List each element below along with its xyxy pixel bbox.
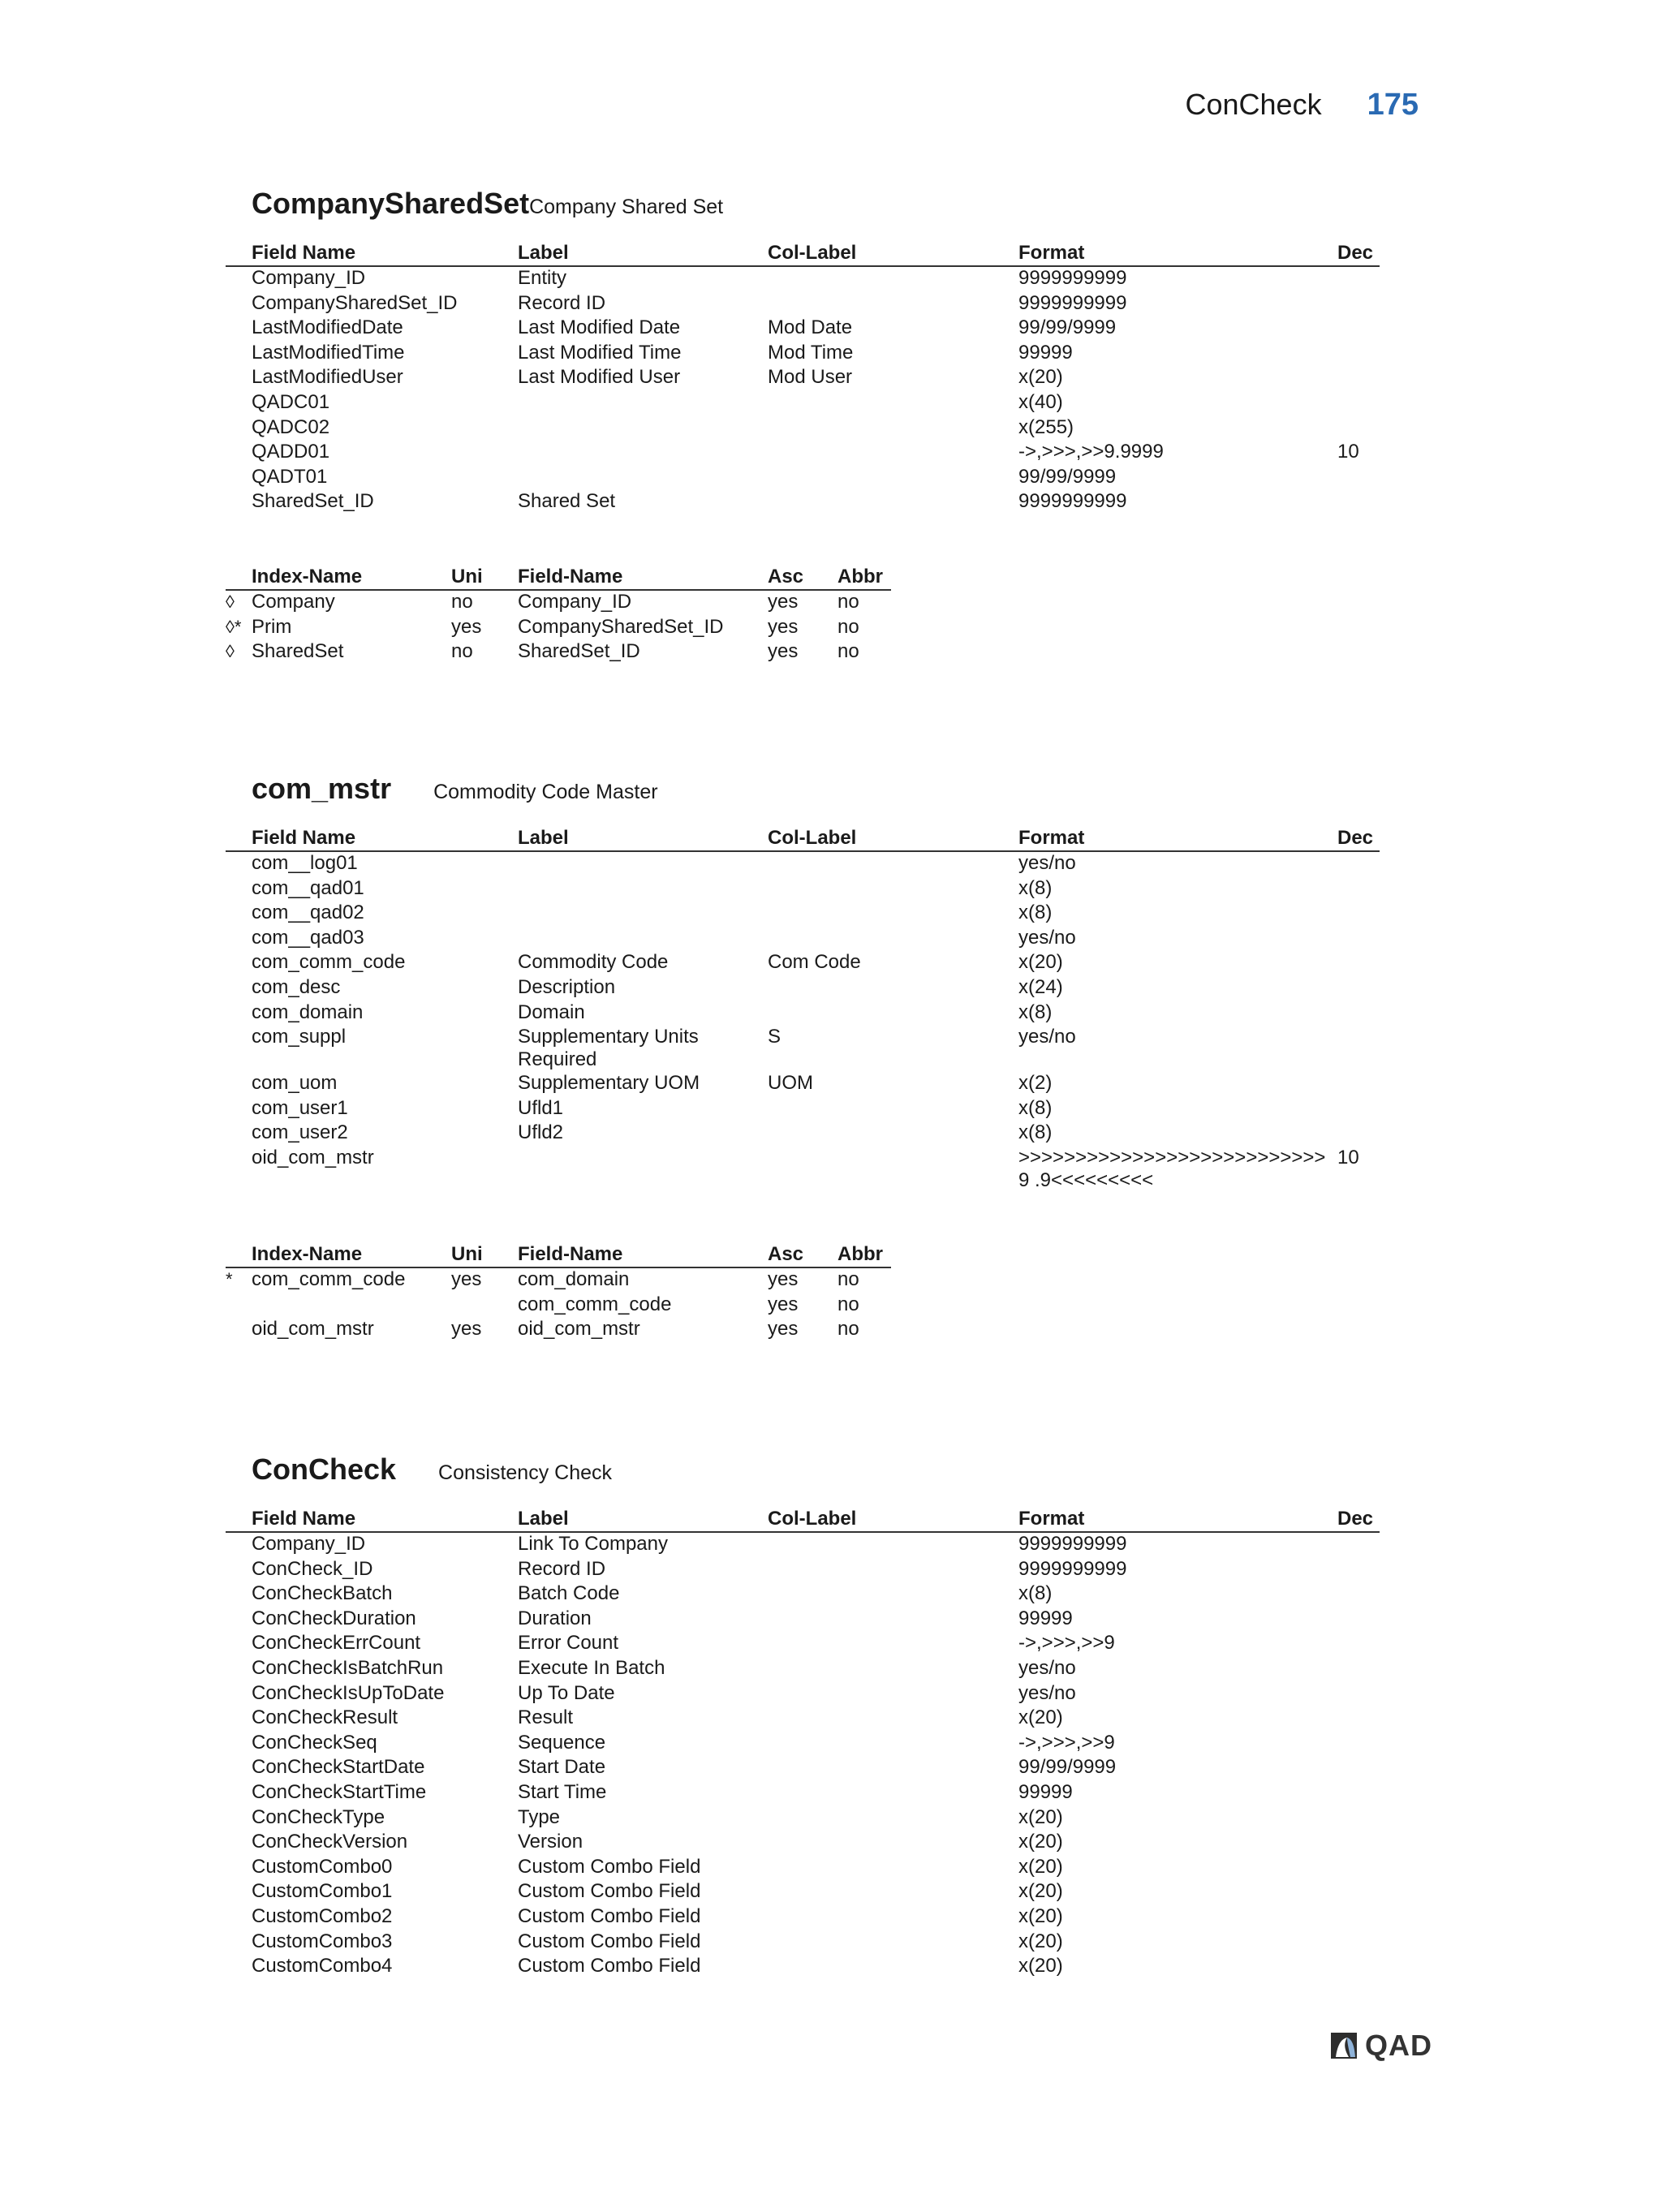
field-label: Custom Combo Field — [518, 1904, 701, 1927]
field-label: Up To Date — [518, 1681, 615, 1704]
index-table-header — [226, 1243, 891, 1268]
table-name: CompanySharedSet — [252, 187, 530, 220]
field-row — [226, 927, 1380, 952]
index-field-name: Company_ID — [518, 590, 632, 613]
index-field-name: SharedSet_ID — [518, 640, 640, 663]
index-row — [226, 1268, 891, 1293]
field-name: com_desc — [252, 975, 341, 998]
field-format: 9999999999 — [1018, 1557, 1127, 1580]
field-row — [226, 292, 1380, 317]
index-row — [226, 591, 891, 616]
field-name: ConCheckIsBatchRun — [252, 1656, 444, 1679]
field-label: Custom Combo Field — [518, 1930, 701, 1952]
field-col-label: UOM — [768, 1072, 813, 1095]
index-name: SharedSet — [252, 640, 344, 663]
field-label: Duration — [518, 1607, 592, 1629]
field-format: 9999999999 — [1018, 267, 1127, 289]
table-name: com_mstr — [252, 772, 392, 805]
field-label: Version — [518, 1831, 583, 1853]
field-row — [226, 416, 1380, 441]
index-unique: yes — [451, 1318, 482, 1341]
field-col-label: Mod Time — [768, 341, 854, 364]
field-name: ConCheckErrCount — [252, 1632, 421, 1655]
table-section-concheck — [226, 1452, 1380, 1980]
header-dec: Dec — [1337, 242, 1374, 264]
field-row — [226, 1706, 1380, 1732]
field-row — [226, 1001, 1380, 1026]
header-col-label: Col-Label — [768, 827, 857, 849]
field-format: x(20) — [1018, 1805, 1063, 1828]
field-row — [226, 1121, 1380, 1147]
field-label: Record ID — [518, 291, 606, 314]
field-label: Supplementary UOM — [518, 1072, 700, 1095]
field-label: Description — [518, 975, 616, 998]
field-table — [226, 242, 1380, 515]
field-label: Ufld1 — [518, 1096, 564, 1119]
field-name: CustomCombo0 — [252, 1855, 393, 1878]
field-format: x(20) — [1018, 1706, 1063, 1729]
field-table-header — [226, 1508, 1380, 1533]
index-marker: ◊* — [226, 616, 242, 637]
field-format: 99999 — [1018, 1607, 1073, 1629]
index-unique: yes — [451, 615, 482, 638]
field-format: >>>>>>>>>>>>>>>>>>>>>>>>>>>9 .9<<<<<<<<< — [1018, 1146, 1326, 1191]
index-marker: ◊ — [226, 591, 235, 612]
field-format: x(8) — [1018, 902, 1053, 924]
field-row — [226, 1905, 1380, 1930]
field-name: CompanySharedSet_ID — [252, 291, 458, 314]
table-description: Consistency Check — [438, 1461, 613, 1484]
field-format: x(255) — [1018, 415, 1074, 438]
index-name: Prim — [252, 615, 292, 638]
field-row — [226, 1632, 1380, 1657]
field-format: x(20) — [1018, 1904, 1063, 1927]
field-name: ConCheckResult — [252, 1706, 398, 1729]
table-section-companysharedset — [226, 187, 1380, 665]
field-name: LastModifiedUser — [252, 366, 403, 389]
field-row — [226, 1582, 1380, 1607]
header-format: Format — [1018, 827, 1085, 849]
index-abbreviated: no — [837, 615, 859, 638]
field-name: ConCheck_ID — [252, 1557, 373, 1580]
index-abbreviated: no — [837, 640, 859, 663]
header-format: Format — [1018, 1508, 1085, 1530]
index-abbreviated: no — [837, 1293, 859, 1315]
index-ascending: yes — [768, 1318, 799, 1341]
index-marker: ◊ — [226, 641, 235, 662]
index-row — [226, 1293, 891, 1319]
field-format: 99/99/9999 — [1018, 1756, 1117, 1779]
field-name: Company_ID — [252, 1533, 366, 1555]
index-name: Company — [252, 590, 335, 613]
field-name: QADT01 — [252, 465, 328, 488]
field-format: 9999999999 — [1018, 490, 1127, 513]
field-label: Result — [518, 1706, 574, 1729]
field-format: 99999 — [1018, 341, 1073, 364]
index-abbreviated: no — [837, 590, 859, 613]
field-row — [226, 342, 1380, 367]
field-name: com__log01 — [252, 852, 358, 874]
field-label: Last Modified Date — [518, 316, 681, 339]
field-table-header — [226, 827, 1380, 852]
field-label: Custom Combo Field — [518, 1955, 701, 1977]
field-label: Domain — [518, 1001, 585, 1023]
field-table — [226, 827, 1380, 1193]
field-name: QADD01 — [252, 441, 330, 463]
field-row — [226, 1682, 1380, 1707]
header-asc: Asc — [768, 1242, 804, 1265]
header-dec: Dec — [1337, 827, 1374, 849]
field-format: x(24) — [1018, 975, 1063, 998]
header-col-label: Col-Label — [768, 1508, 857, 1530]
field-row — [226, 466, 1380, 491]
field-row — [226, 490, 1380, 515]
field-row — [226, 441, 1380, 466]
index-unique: yes — [451, 1267, 482, 1290]
field-format: yes/no — [1018, 852, 1076, 874]
field-name: com_domain — [252, 1001, 364, 1023]
field-format: yes/no — [1018, 926, 1076, 949]
field-label: Entity — [518, 267, 567, 289]
index-table — [226, 1243, 891, 1343]
field-name: com_suppl — [252, 1026, 347, 1048]
qad-logo-text: QAD — [1365, 2029, 1432, 2062]
field-row — [226, 1930, 1380, 1956]
field-format: x(20) — [1018, 1880, 1063, 1903]
field-row — [226, 852, 1380, 877]
header-format: Format — [1018, 242, 1085, 264]
field-format: 99/99/9999 — [1018, 316, 1117, 339]
index-unique: no — [451, 640, 473, 663]
field-name: com_user1 — [252, 1096, 348, 1119]
field-label: Start Date — [518, 1756, 606, 1779]
field-name: ConCheckSeq — [252, 1731, 377, 1754]
field-name: com__qad01 — [252, 876, 364, 899]
field-label: Commodity Code — [518, 951, 669, 974]
index-ascending: yes — [768, 615, 799, 638]
field-name: com__qad03 — [252, 926, 364, 949]
field-name: com_comm_code — [252, 951, 406, 974]
header-label: Label — [518, 1508, 569, 1530]
index-ascending: yes — [768, 590, 799, 613]
index-ascending: yes — [768, 1267, 799, 1290]
field-label: Shared Set — [518, 490, 616, 513]
field-format: yes/no — [1018, 1656, 1076, 1679]
field-format: x(20) — [1018, 1855, 1063, 1878]
field-label: Batch Code — [518, 1582, 620, 1605]
index-field-name: oid_com_mstr — [518, 1318, 640, 1341]
field-format: 9999999999 — [1018, 291, 1127, 314]
header-field-name: Field-Name — [518, 565, 623, 587]
field-name: LastModifiedTime — [252, 341, 405, 364]
field-name: CustomCombo1 — [252, 1880, 393, 1903]
field-label: Supplementary Units Required — [518, 1026, 699, 1071]
field-format: ->,>>>,>>9 — [1018, 1632, 1115, 1655]
table-section-com-mstr — [226, 772, 1380, 1343]
field-format: yes/no — [1018, 1681, 1076, 1704]
qad-logo — [1328, 2029, 1432, 2063]
header-abbr: Abbr — [837, 565, 883, 587]
field-name: SharedSet_ID — [252, 490, 374, 513]
field-row — [226, 1955, 1380, 1980]
field-name: ConCheckDuration — [252, 1607, 416, 1629]
field-col-label: Com Code — [768, 951, 861, 974]
field-name: ConCheckStartDate — [252, 1756, 425, 1779]
field-format: x(20) — [1018, 951, 1063, 974]
table-description: Company Shared Set — [529, 196, 724, 218]
field-name: LastModifiedDate — [252, 316, 403, 339]
field-name: ConCheckStartTime — [252, 1780, 427, 1803]
field-name: com__qad02 — [252, 902, 364, 924]
field-dec: 10 — [1337, 1146, 1359, 1168]
field-row — [226, 1147, 1380, 1193]
index-row — [226, 616, 891, 641]
field-format: x(2) — [1018, 1072, 1053, 1095]
field-label: Custom Combo Field — [518, 1855, 701, 1878]
field-label: Custom Combo Field — [518, 1880, 701, 1903]
field-dec: 10 — [1337, 441, 1359, 463]
header-col-label: Col-Label — [768, 242, 857, 264]
field-format: x(8) — [1018, 1582, 1053, 1605]
field-row — [226, 976, 1380, 1001]
field-col-label: Mod Date — [768, 316, 853, 339]
index-field-name: CompanySharedSet_ID — [518, 615, 724, 638]
field-format: yes/no — [1018, 1026, 1076, 1048]
field-name: CustomCombo2 — [252, 1904, 393, 1927]
field-row — [226, 877, 1380, 902]
header-uni: Uni — [451, 1242, 483, 1265]
field-row — [226, 1657, 1380, 1682]
table-heading — [252, 187, 1380, 227]
header-field-name: Field Name — [252, 827, 356, 849]
field-row — [226, 1026, 1380, 1072]
field-row — [226, 1732, 1380, 1757]
table-heading — [252, 1452, 1380, 1493]
index-unique: no — [451, 590, 473, 613]
field-label: Ufld2 — [518, 1121, 564, 1144]
field-row — [226, 1756, 1380, 1781]
field-row — [226, 316, 1380, 342]
field-row — [226, 1856, 1380, 1881]
field-format: 99999 — [1018, 1780, 1073, 1803]
header-asc: Asc — [768, 565, 804, 587]
header-index-name: Index-Name — [252, 1242, 363, 1265]
field-row — [226, 1781, 1380, 1806]
field-label: Error Count — [518, 1632, 619, 1655]
index-table — [226, 566, 891, 665]
header-dec: Dec — [1337, 1508, 1374, 1530]
field-name: com_user2 — [252, 1121, 348, 1144]
header-label: Label — [518, 242, 569, 264]
index-row — [226, 1318, 891, 1343]
index-row — [226, 640, 891, 665]
field-format: ->,>>>,>>9 — [1018, 1731, 1115, 1754]
field-row — [226, 1607, 1380, 1633]
field-col-label: Mod User — [768, 366, 853, 389]
field-format: x(8) — [1018, 876, 1053, 899]
index-name: oid_com_mstr — [252, 1318, 374, 1341]
field-format: x(20) — [1018, 366, 1063, 389]
header-uni: Uni — [451, 565, 483, 587]
field-label: Link To Company — [518, 1533, 668, 1555]
field-name: QADC02 — [252, 415, 330, 438]
page-number: 175 — [1367, 88, 1419, 122]
header-index-name: Index-Name — [252, 565, 363, 587]
field-format: 9999999999 — [1018, 1533, 1127, 1555]
field-name: ConCheckBatch — [252, 1582, 393, 1605]
field-label: Execute In Batch — [518, 1656, 665, 1679]
field-row — [226, 951, 1380, 976]
field-name: CustomCombo3 — [252, 1930, 393, 1952]
field-label: Sequence — [518, 1731, 606, 1754]
field-name: ConCheckType — [252, 1805, 385, 1828]
field-format: 99/99/9999 — [1018, 465, 1117, 488]
field-name: com_uom — [252, 1072, 338, 1095]
field-row — [226, 1880, 1380, 1905]
index-abbreviated: no — [837, 1267, 859, 1290]
index-ascending: yes — [768, 640, 799, 663]
field-row — [226, 1806, 1380, 1831]
field-row — [226, 1072, 1380, 1097]
field-format: x(20) — [1018, 1955, 1063, 1977]
field-format: x(20) — [1018, 1831, 1063, 1853]
index-marker: * — [226, 1268, 233, 1289]
field-label: Last Modified User — [518, 366, 681, 389]
page-header — [1186, 88, 1419, 136]
field-row — [226, 902, 1380, 927]
field-name: CustomCombo4 — [252, 1955, 393, 1977]
table-name: ConCheck — [252, 1452, 397, 1486]
index-field-name: com_domain — [518, 1267, 630, 1290]
field-table — [226, 1508, 1380, 1980]
field-row — [226, 391, 1380, 416]
field-format: x(8) — [1018, 1001, 1053, 1023]
index-ascending: yes — [768, 1293, 799, 1315]
header-field-name: Field Name — [252, 1508, 356, 1530]
field-format: x(20) — [1018, 1930, 1063, 1952]
field-name: oid_com_mstr — [252, 1146, 374, 1168]
qad-logo-icon — [1328, 2031, 1360, 2060]
header-field-name: Field Name — [252, 242, 356, 264]
field-format: x(8) — [1018, 1121, 1053, 1144]
index-name: com_comm_code — [252, 1267, 406, 1290]
field-name: Company_ID — [252, 267, 366, 289]
field-row — [226, 1533, 1380, 1558]
index-table-header — [226, 566, 891, 591]
field-format: ->,>>>,>>9.9999 — [1018, 441, 1164, 463]
field-col-label: S — [768, 1026, 781, 1048]
field-format: x(8) — [1018, 1096, 1053, 1119]
field-row — [226, 1831, 1380, 1856]
field-label: Type — [518, 1805, 561, 1828]
field-label: Start Time — [518, 1780, 607, 1803]
running-title: ConCheck — [1185, 88, 1322, 121]
table-heading — [252, 772, 1380, 812]
field-format: x(40) — [1018, 390, 1063, 413]
field-name: QADC01 — [252, 390, 330, 413]
field-row — [226, 1097, 1380, 1122]
field-row — [226, 366, 1380, 391]
table-description: Commodity Code Master — [433, 781, 658, 803]
field-name: ConCheckVersion — [252, 1831, 408, 1853]
header-label: Label — [518, 827, 569, 849]
field-name: ConCheckIsUpToDate — [252, 1681, 445, 1704]
field-row — [226, 267, 1380, 292]
field-label: Last Modified Time — [518, 341, 682, 364]
index-field-name: com_comm_code — [518, 1293, 672, 1315]
index-abbreviated: no — [837, 1318, 859, 1341]
field-table-header — [226, 242, 1380, 267]
field-label: Record ID — [518, 1557, 606, 1580]
field-row — [226, 1558, 1380, 1583]
header-abbr: Abbr — [837, 1242, 883, 1265]
header-field-name: Field-Name — [518, 1242, 623, 1265]
